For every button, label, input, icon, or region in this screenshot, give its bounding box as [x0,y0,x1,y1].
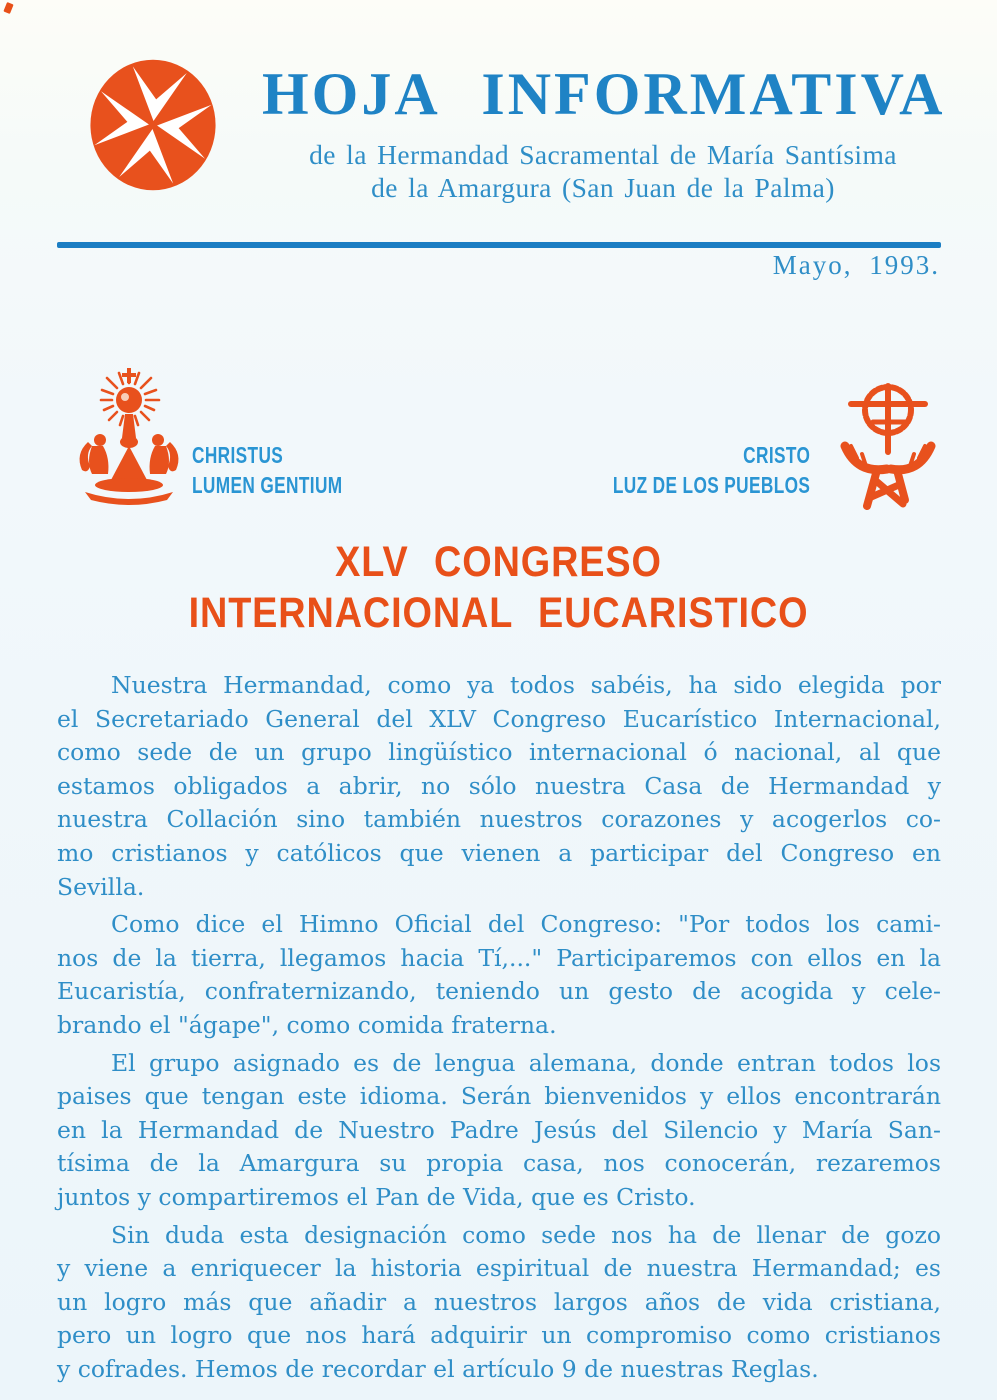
monstrance-icon [66,366,192,514]
paragraph-line: pero un logro que nos hará adquirir un compromiso como cristianos [57,1321,941,1350]
paragraph-line: brando el "ágape", como comida fraterna. [57,1010,557,1039]
paragraph-line: Nuestra Hermandad, como ya todos sabéis, ha sido elegida por [111,671,941,699]
scan-speck [3,2,13,14]
page-title: HOJA INFORMATIVA [262,61,946,127]
paragraph-line: mo cristianos y católicos que vienen a participar del Congreso en [57,838,941,867]
page-subtitle [262,138,944,204]
paragraph-line: y cofrades. Hemos de recordar el artículo 9 de nuestras Reglas. [57,1354,819,1383]
paragraph [57,1047,941,1215]
paragraph-line: Eucaristía, confraternizando, teniendo un gesto de acogida y cele- [57,977,941,1006]
right-emblem-label [613,440,810,500]
paragraph-line: Sin duda esta designación como sede nos ha de llenar de gozo [111,1220,941,1249]
right-label-line-2: LUZ DE LOS PUEBLOS [612,472,810,498]
paragraph-line: y viene a enriquecer la historia espiritual de nuestra Hermandad; es [57,1254,941,1283]
paragraph-line: El grupo asignado es de lengua alemana, donde entran todos los [111,1048,941,1077]
paragraph-line: nuestra Collación sino también nuestros corazones y acogerlos co- [57,805,941,834]
heading-line-2: INTERNACIONAL EUCARISTICO [188,589,809,637]
subtitle-line-2: de la Amargura (San Juan de la Palma) [371,172,835,203]
body-text [57,669,941,1390]
paragraph-line: tísima de la Amargura su propia casa, nos conocerán, rezaremos [57,1149,941,1178]
article-heading [60,537,937,639]
left-label-line-1: CHRISTUS [192,442,284,468]
maltese-cross-icon [85,57,221,193]
heading-line-1: XLV CONGRESO [335,538,662,586]
subtitle-line-1: de la Hermandad Sacramental de María Santísima [309,139,897,170]
paragraph-line: paises que tengan este idioma. Serán bienvenidos y ellos encontrarán [57,1082,941,1111]
paragraph [57,669,941,904]
paragraph-line: el Secretariado General del XLV Congreso Eucarístico Internacional, [57,704,941,733]
right-label-line-1: CRISTO [742,442,810,468]
issue-date: Mayo, 1993. [772,250,940,280]
left-emblem-label [192,440,343,500]
paragraph-line: como sede de un grupo lingüístico internacional ó nacional, al que [57,738,941,767]
paragraph [57,908,941,1042]
paragraph-line: un logro más que añadir a nuestros largos años de vida cristiana, [57,1287,941,1316]
paragraph-line: juntos y compartiremos el Pan de Vida, que es Cristo. [57,1182,696,1211]
paragraph [57,1219,941,1387]
header-divider [57,242,941,248]
paragraph-line: nos de la tierra, llegamos hacia Tí,..." Participaremos con ellos en la [57,943,941,972]
left-label-line-2: LUMEN GENTIUM [192,472,343,498]
paragraph-line: estamos obligados a abrir, no sólo nuestra Casa de Hermandad y [57,771,941,800]
paragraph-line: en la Hermandad de Nuestro Padre Jesús del Silencio y María San- [57,1115,941,1144]
eucharistic-congress-icon [830,374,946,516]
paragraph-line: Sevilla. [57,872,145,901]
paragraph-line: Como dice el Himno Oficial del Congreso: "Por todos los cami- [111,910,941,939]
